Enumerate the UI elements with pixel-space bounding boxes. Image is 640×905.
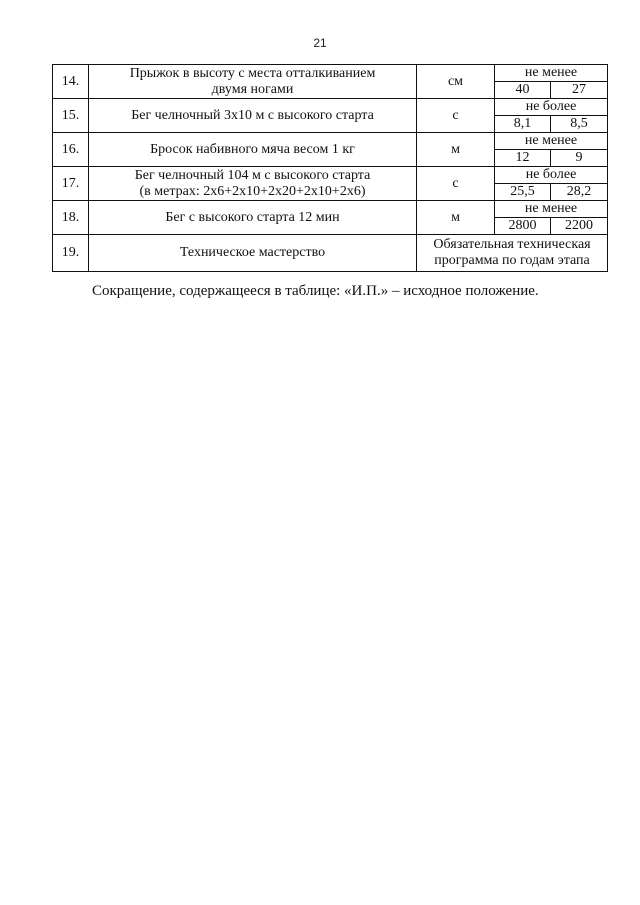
table-row <box>53 99 608 116</box>
condition: не более <box>495 167 608 184</box>
value-1: 12 <box>495 150 551 167</box>
row-number: 19. <box>53 235 89 272</box>
row-number: 18. <box>53 201 89 235</box>
abbreviation-footnote: Сокращение, содержащееся в таблице: «И.П.» – исходное положение. <box>92 283 539 299</box>
unit: м <box>417 201 495 235</box>
page-number: 21 <box>313 36 327 50</box>
table-row <box>53 133 608 150</box>
exercise-name-line: Бег челночный 104 м с высокого старта <box>134 167 371 183</box>
exercise-name-line: двумя ногами <box>211 81 294 97</box>
unit: с <box>417 99 495 133</box>
program-note-line: программа по годам этапа <box>434 253 590 268</box>
exercise-name-line: Прыжок в высоту с места отталкиванием <box>129 65 376 81</box>
unit: м <box>417 133 495 167</box>
row-number: 17. <box>53 167 89 201</box>
program-note <box>417 235 608 272</box>
row-number: 14. <box>53 65 89 99</box>
table-row <box>53 235 608 272</box>
condition: не более <box>495 99 608 116</box>
standards-table <box>52 64 608 272</box>
table-row <box>53 167 608 184</box>
value-2: 8,5 <box>551 116 608 133</box>
value-1: 8,1 <box>495 116 551 133</box>
table-row <box>53 65 608 82</box>
unit: см <box>417 65 495 99</box>
exercise-name: Бег с высокого старта 12 мин <box>89 201 417 235</box>
table-row <box>53 201 608 218</box>
exercise-name: Бросок набивного мяча весом 1 кг <box>89 133 417 167</box>
program-note-line: Обязательная техническая <box>433 237 591 252</box>
condition: не менее <box>495 133 608 150</box>
row-number: 15. <box>53 99 89 133</box>
exercise-name-line: (в метрах: 2х6+2х10+2х20+2х10+2х6) <box>139 183 366 199</box>
exercise-name: Бег челночный 3х10 м с высокого старта <box>89 99 417 133</box>
value-2: 28,2 <box>551 184 608 201</box>
row-number: 16. <box>53 133 89 167</box>
exercise-name <box>89 65 417 99</box>
unit: с <box>417 167 495 201</box>
exercise-name: Техническое мастерство <box>89 235 417 272</box>
value-1: 40 <box>495 82 551 99</box>
condition: не менее <box>495 201 608 218</box>
exercise-name <box>89 167 417 201</box>
value-1: 25,5 <box>495 184 551 201</box>
condition: не менее <box>495 65 608 82</box>
value-2: 9 <box>551 150 608 167</box>
value-2: 27 <box>551 82 608 99</box>
value-1: 2800 <box>495 218 551 235</box>
value-2: 2200 <box>551 218 608 235</box>
